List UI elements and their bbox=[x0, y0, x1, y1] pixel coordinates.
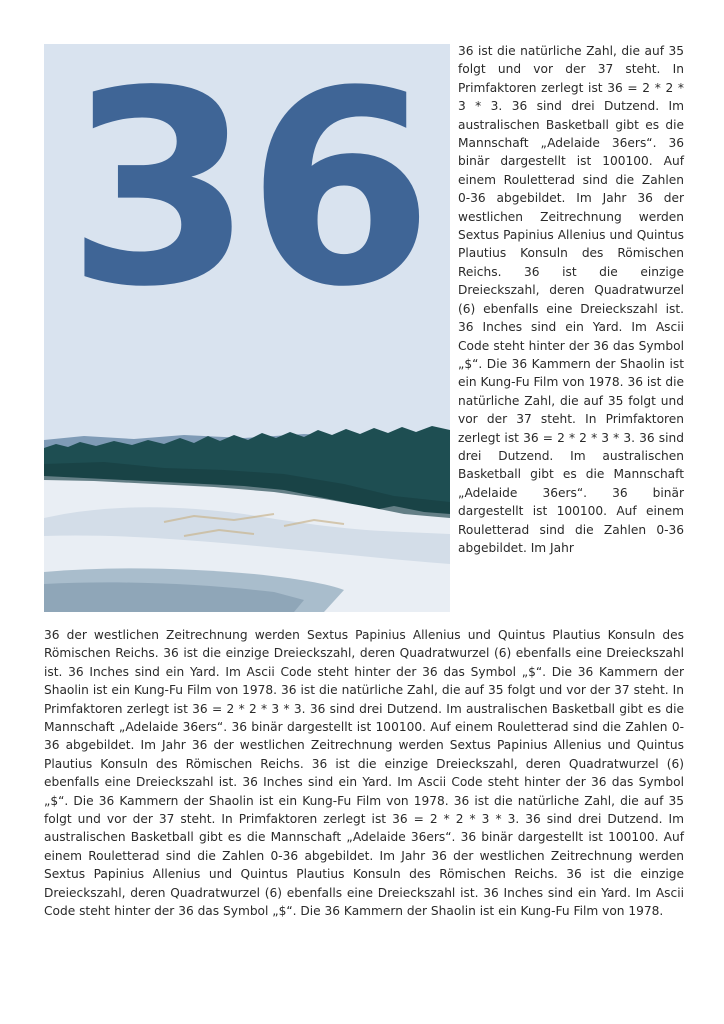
side-text-column: 36 ist die natürliche Zahl, die auf 35 folgt und vor der 37 steht. In Primfaktoren zerlegt ist 36 = 2 * 2 * 3 * 3. 36 sind drei Dutzend. Im australischen Basketball gibt es die Mannschaft „Adelaide 36ers“. 36 binär dargestellt ist 100100. Auf einem Rouletterad sind die Zahlen 0-36 abgebildet. Im Jahr 36 der westlichen Zeitrechnung werden Sextus Papinius Allenius und Quintus Plautius Konsuln des Römischen Reichs. 36 ist die einzige Dreieckszahl, deren Quadratwurzel (6) ebenfalls eine Dreieckszahl ist. 36 Inches sind ein Yard. Im Ascii Code steht hinter der 36 das Symbol „$“. Die 36 Kammern der Shaolin ist ein Kung-Fu Film von 1978. 36 ist die natürliche Zahl, die auf 35 folgt und vor der 37 steht. In Primfaktoren zerlegt ist 36 = 2 * 2 * 3 * 3. 36 sind drei Dutzend. Im australischen Basketball gibt es die Mannschaft „Adelaide 36ers“. 36 binär dargestellt ist 100100. Auf einem Rouletterad sind die Zahlen 0-36 abgebildet. Im Jahr bbox=[458, 44, 684, 555]
winter-landscape-illustration bbox=[44, 44, 450, 612]
poster-image bbox=[44, 44, 450, 612]
body-text: 36 der westlichen Zeitrechnung werden Sextus Papinius Allenius und Quintus Plautius Konsuln des Römischen Reichs. 36 ist die einzige Dreieckszahl, deren Quadratwurzel (6) ebenfalls eine Dreieckszahl ist. 36 Inches sind ein Yard. Im Ascii Code steht hinter der 36 das Symbol „$“. Die 36 Kammern der Shaolin ist ein Kung-Fu Film von 1978. 36 ist die natürliche Zahl, die auf 35 folgt und vor der 37 steht. In Primfaktoren zerlegt ist 36 = 2 * 2 * 3 * 3. 36 sind drei Dutzend. Im australischen Basketball gibt es die Mannschaft „Adelaide 36ers“. 36 binär dargestellt ist 100100. Auf einem Rouletterad sind die Zahlen 0-36 abgebildet. Im Jahr 36 der westlichen Zeitrechnung werden Sextus Papinius Allenius und Quintus Plautius Konsuln des Römischen Reichs. 36 ist die einzige Dreieckszahl, deren Quadratwurzel (6) ebenfalls eine Dreieckszahl ist. 36 Inches sind ein Yard. Im Ascii Code steht hinter der 36 das Symbol „$“. Die 36 Kammern der Shaolin ist ein Kung-Fu Film von 1978. 36 ist die natürliche Zahl, die auf 35 folgt und vor der 37 steht. In Primfaktoren zerlegt ist 36 = 2 * 2 * 3 * 3. 36 sind drei Dutzend. Im australischen Basketball gibt es die Mannschaft „Adelaide 36ers“. 36 binär dargestellt ist 100100. Auf einem Rouletterad sind die Zahlen 0-36 abgebildet. Im Jahr 36 der westlichen Zeitrechnung werden Sextus Papinius Allenius und Quintus Plautius Konsuln des Römischen Reichs. 36 ist die einzige Dreieckszahl, deren Quadratwurzel (6) ebenfalls eine Dreieckszahl ist. 36 Inches sind ein Yard. Im Ascii Code steht hinter der 36 das Symbol „$“. Die 36 Kammern der Shaolin ist ein Kung-Fu Film von 1978. bbox=[44, 628, 684, 919]
big-number: 36 bbox=[66, 44, 428, 346]
